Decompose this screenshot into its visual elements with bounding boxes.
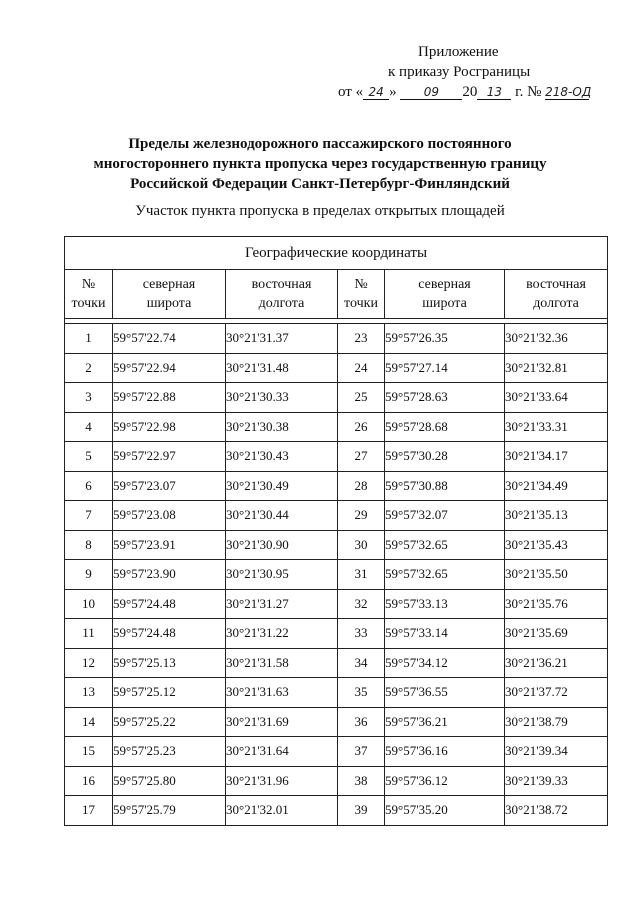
longitude-cell: 30°21'31.22	[226, 619, 338, 649]
document-title	[0, 134, 640, 194]
longitude-cell: 30°21'35.43	[505, 530, 608, 560]
latitude-cell: 59°57'22.74	[113, 324, 226, 354]
point-number-cell: 36	[338, 707, 385, 737]
point-number-cell: 15	[65, 737, 113, 767]
table-row	[65, 560, 608, 590]
order-number: 218-ОД	[545, 85, 592, 99]
table-row	[65, 766, 608, 796]
longitude-cell: 30°21'30.95	[226, 560, 338, 590]
longitude-cell: 30°21'34.17	[505, 442, 608, 472]
point-number-cell: 17	[65, 796, 113, 826]
point-number-cell: 30	[338, 530, 385, 560]
latitude-cell: 59°57'23.07	[113, 471, 226, 501]
table-row	[65, 678, 608, 708]
point-number-cell: 26	[338, 412, 385, 442]
point-number-cell: 2	[65, 353, 113, 383]
appendix-label: Приложение	[418, 44, 499, 60]
table-row	[65, 353, 608, 383]
latitude-cell: 59°57'24.48	[113, 589, 226, 619]
point-number-cell: 35	[338, 678, 385, 708]
point-number-cell: 27	[338, 442, 385, 472]
point-number-cell: 5	[65, 442, 113, 472]
coordinates-rows	[65, 324, 608, 826]
latitude-cell: 59°57'36.16	[385, 737, 505, 767]
point-number-cell: 24	[338, 353, 385, 383]
point-number-cell: 32	[338, 589, 385, 619]
col-east-longitude-2: восточная долгота	[505, 270, 608, 319]
latitude-cell: 59°57'25.23	[113, 737, 226, 767]
latitude-cell: 59°57'27.14	[385, 353, 505, 383]
point-number-cell: 11	[65, 619, 113, 649]
column-headers	[65, 270, 608, 319]
latitude-cell: 59°57'26.35	[385, 324, 505, 354]
latitude-cell: 59°57'33.14	[385, 619, 505, 649]
longitude-cell: 30°21'31.69	[226, 707, 338, 737]
latitude-cell: 59°57'23.91	[113, 530, 226, 560]
latitude-cell: 59°57'23.90	[113, 560, 226, 590]
latitude-cell: 59°57'34.12	[385, 648, 505, 678]
latitude-cell: 59°57'32.65	[385, 560, 505, 590]
point-number-cell: 3	[65, 383, 113, 413]
longitude-cell: 30°21'30.49	[226, 471, 338, 501]
table-row	[65, 530, 608, 560]
latitude-cell: 59°57'25.80	[113, 766, 226, 796]
point-number-cell: 34	[338, 648, 385, 678]
longitude-cell: 30°21'33.31	[505, 412, 608, 442]
col-east-longitude: восточная долгота	[226, 270, 338, 319]
table-row	[65, 796, 608, 826]
coordinates-table	[64, 236, 608, 826]
table-row	[65, 707, 608, 737]
latitude-cell: 59°57'25.22	[113, 707, 226, 737]
point-number-cell: 38	[338, 766, 385, 796]
latitude-cell: 59°57'30.88	[385, 471, 505, 501]
table-row	[65, 589, 608, 619]
longitude-cell: 30°21'34.49	[505, 471, 608, 501]
longitude-cell: 30°21'31.64	[226, 737, 338, 767]
order-year-suffix: 13	[477, 85, 511, 100]
longitude-cell: 30°21'35.13	[505, 501, 608, 531]
col-north-latitude: северная широта	[113, 270, 226, 319]
date-prefix: от «	[338, 84, 364, 100]
latitude-cell: 59°57'25.12	[113, 678, 226, 708]
latitude-cell: 59°57'35.20	[385, 796, 505, 826]
longitude-cell: 30°21'31.58	[226, 648, 338, 678]
latitude-cell: 59°57'22.94	[113, 353, 226, 383]
point-number-cell: 9	[65, 560, 113, 590]
latitude-cell: 59°57'32.65	[385, 530, 505, 560]
point-number-cell: 13	[65, 678, 113, 708]
point-number-cell: 12	[65, 648, 113, 678]
table-row	[65, 383, 608, 413]
latitude-cell: 59°57'25.79	[113, 796, 226, 826]
longitude-cell: 30°21'32.01	[226, 796, 338, 826]
year-prefix: 20	[462, 84, 478, 100]
longitude-cell: 30°21'30.38	[226, 412, 338, 442]
table-row	[65, 619, 608, 649]
longitude-cell: 30°21'35.50	[505, 560, 608, 590]
order-month: 09	[400, 85, 462, 100]
longitude-cell: 30°21'39.34	[505, 737, 608, 767]
table-row	[65, 648, 608, 678]
col-point-number: № точки	[65, 270, 113, 319]
order-day: 24	[363, 85, 389, 100]
longitude-cell: 30°21'37.72	[505, 678, 608, 708]
latitude-cell: 59°57'28.68	[385, 412, 505, 442]
point-number-cell: 28	[338, 471, 385, 501]
longitude-cell: 30°21'35.76	[505, 589, 608, 619]
col-point-number-2: № точки	[338, 270, 385, 319]
longitude-cell: 30°21'39.33	[505, 766, 608, 796]
latitude-cell: 59°57'22.98	[113, 412, 226, 442]
point-number-cell: 39	[338, 796, 385, 826]
table-row	[65, 737, 608, 767]
geo-coordinates-header: Географические координаты	[65, 237, 608, 270]
longitude-cell: 30°21'32.36	[505, 324, 608, 354]
order-reference: к приказу Росграницы	[388, 64, 531, 80]
title-line-1: Пределы железнодорожного пассажирского постоянного	[128, 136, 512, 152]
point-number-cell: 29	[338, 501, 385, 531]
longitude-cell: 30°21'36.21	[505, 648, 608, 678]
latitude-cell: 59°57'22.88	[113, 383, 226, 413]
latitude-cell: 59°57'30.28	[385, 442, 505, 472]
latitude-cell: 59°57'32.07	[385, 501, 505, 531]
table-row	[65, 324, 608, 354]
longitude-cell: 30°21'33.64	[505, 383, 608, 413]
point-number-cell: 4	[65, 412, 113, 442]
latitude-cell: 59°57'36.21	[385, 707, 505, 737]
table-row	[65, 412, 608, 442]
point-number-cell: 25	[338, 383, 385, 413]
point-number-cell: 10	[65, 589, 113, 619]
latitude-cell: 59°57'24.48	[113, 619, 226, 649]
point-number-cell: 16	[65, 766, 113, 796]
number-prefix: г. №	[515, 84, 542, 100]
longitude-cell: 30°21'31.48	[226, 353, 338, 383]
point-number-cell: 1	[65, 324, 113, 354]
latitude-cell: 59°57'22.97	[113, 442, 226, 472]
longitude-cell: 30°21'31.27	[226, 589, 338, 619]
table-row	[65, 442, 608, 472]
latitude-cell: 59°57'33.13	[385, 589, 505, 619]
longitude-cell: 30°21'38.79	[505, 707, 608, 737]
latitude-cell: 59°57'36.55	[385, 678, 505, 708]
point-number-cell: 14	[65, 707, 113, 737]
longitude-cell: 30°21'30.44	[226, 501, 338, 531]
longitude-cell: 30°21'35.69	[505, 619, 608, 649]
longitude-cell: 30°21'30.90	[226, 530, 338, 560]
point-number-cell: 6	[65, 471, 113, 501]
longitude-cell: 30°21'32.81	[505, 353, 608, 383]
longitude-cell: 30°21'38.72	[505, 796, 608, 826]
table-row	[65, 501, 608, 531]
point-number-cell: 33	[338, 619, 385, 649]
latitude-cell: 59°57'23.08	[113, 501, 226, 531]
point-number-cell: 8	[65, 530, 113, 560]
title-line-3: Российской Федерации Санкт-Петербург-Финляндский	[130, 176, 510, 192]
longitude-cell: 30°21'31.37	[226, 324, 338, 354]
table-row	[65, 471, 608, 501]
point-number-cell: 37	[338, 737, 385, 767]
point-number-cell: 23	[338, 324, 385, 354]
longitude-cell: 30°21'31.63	[226, 678, 338, 708]
longitude-cell: 30°21'31.96	[226, 766, 338, 796]
point-number-cell: 7	[65, 501, 113, 531]
longitude-cell: 30°21'30.33	[226, 383, 338, 413]
quote-close: »	[389, 84, 397, 100]
order-date-number	[338, 84, 592, 101]
latitude-cell: 59°57'36.12	[385, 766, 505, 796]
latitude-cell: 59°57'28.63	[385, 383, 505, 413]
col-north-latitude-2: северная широта	[385, 270, 505, 319]
longitude-cell: 30°21'30.43	[226, 442, 338, 472]
title-line-2: многостороннего пункта пропуска через государственную границу	[93, 156, 547, 172]
section-subtitle: Участок пункта пропуска в пределах открытых площадей	[135, 203, 505, 219]
point-number-cell: 31	[338, 560, 385, 590]
latitude-cell: 59°57'25.13	[113, 648, 226, 678]
